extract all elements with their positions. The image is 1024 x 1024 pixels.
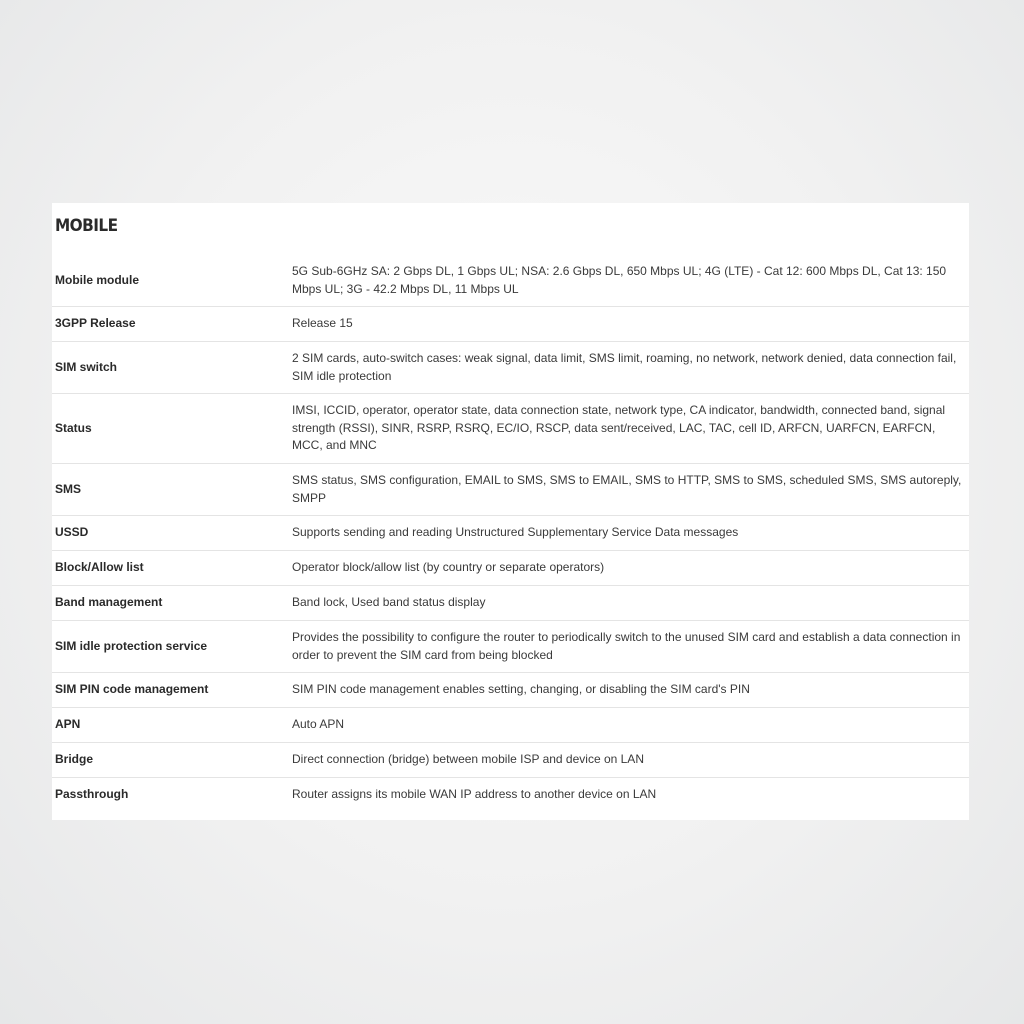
spec-label: APN (52, 708, 292, 743)
spec-value: Supports sending and reading Unstructured Supplementary Service Data messages (292, 516, 969, 551)
spec-value: Release 15 (292, 307, 969, 342)
spec-label: Mobile module (52, 255, 292, 307)
spec-label: Block/Allow list (52, 551, 292, 586)
table-row (52, 708, 969, 743)
spec-value: Auto APN (292, 708, 969, 743)
table-row (52, 586, 969, 621)
table-row (52, 778, 969, 813)
table-row (52, 551, 969, 586)
table-row (52, 673, 969, 708)
spec-value: Operator block/allow list (by country or separate operators) (292, 551, 969, 586)
table-row (52, 307, 969, 342)
table-row (52, 394, 969, 464)
spec-label: Status (52, 394, 292, 464)
spec-label: 3GPP Release (52, 307, 292, 342)
table-row (52, 621, 969, 673)
table-row (52, 743, 969, 778)
section-title: MOBILE (55, 216, 118, 236)
spec-value: Direct connection (bridge) between mobile ISP and device on LAN (292, 743, 969, 778)
spec-value: SIM PIN code management enables setting, changing, or disabling the SIM card's PIN (292, 673, 969, 708)
spec-value: SMS status, SMS configuration, EMAIL to SMS, SMS to EMAIL, SMS to HTTP, SMS to SMS, scheduled SMS, SMS autoreply, SMPP (292, 464, 969, 516)
spec-value: Provides the possibility to configure the router to periodically switch to the unused SIM card and establish a data connection in order to prevent the SIM card from being blocked (292, 621, 969, 673)
table-row (52, 255, 969, 307)
table-row (52, 342, 969, 394)
table-row (52, 464, 969, 516)
spec-label: Bridge (52, 743, 292, 778)
spec-label: Passthrough (55, 787, 129, 802)
spec-label: Band management (52, 586, 292, 621)
spec-label: SIM idle protection service (52, 621, 292, 673)
spec-label: SIM PIN code management (52, 673, 292, 708)
spec-label: SIM switch (52, 342, 292, 394)
spec-value: 2 SIM cards, auto-switch cases: weak signal, data limit, SMS limit, roaming, no network, network denied, data connection fail, SIM idle protection (292, 342, 969, 394)
spec-value: 5G Sub-6GHz SA: 2 Gbps DL, 1 Gbps UL; NSA: 2.6 Gbps DL, 650 Mbps UL; 4G (LTE) - Cat 12: 600 Mbps DL, Cat 13: 150 Mbps UL; 3G - 42.2 Mbps DL, 11 Mbps UL (292, 255, 969, 307)
spec-label: SMS (52, 464, 292, 516)
table-row (52, 516, 969, 551)
spec-table (52, 255, 969, 812)
spec-label: USSD (52, 516, 292, 551)
specs-card (52, 203, 969, 820)
spec-value: IMSI, ICCID, operator, operator state, data connection state, network type, CA indicator, bandwidth, connected band, signal strength (RSSI), SINR, RSRP, RSRQ, EC/IO, RSCP, data sent/received, LAC, TAC, cell ID, ARFCN, UARFCN, EARFCN, MCC, and MNC (292, 394, 969, 464)
spec-value: Band lock, Used band status display (292, 586, 969, 621)
spec-value: Router assigns its mobile WAN IP address to another device on LAN (292, 787, 657, 802)
